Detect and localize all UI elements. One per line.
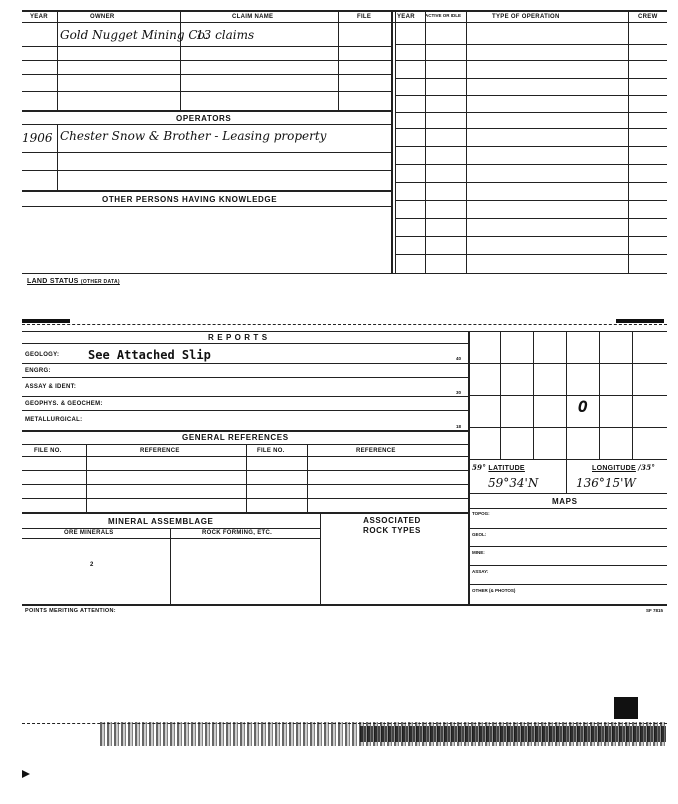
gr-header-reference-2: REFERENCE (356, 448, 396, 454)
report-num-18: 18 (456, 424, 462, 429)
ore-minerals-header: ORE MINERALS (64, 530, 114, 536)
report-metallurgical-label: METALLURGICAL: (25, 417, 83, 423)
longitude-label (592, 463, 655, 472)
operators-title: OPERATORS (176, 114, 232, 123)
report-geophys-label: GEOPHYS. & GEOCHEM: (25, 401, 103, 407)
grid-location-mark: O (578, 397, 588, 416)
operator-entry: Chester Snow & Brother - Leasing property (60, 129, 327, 143)
latitude-label (472, 463, 525, 472)
points-meriting-attention: POINTS MERITING ATTENTION: (25, 608, 116, 614)
maps-title: MAPS (552, 497, 578, 506)
report-geology-label: GEOLOGY: (25, 352, 60, 358)
latitude-value: 59°34'N (488, 476, 539, 490)
owner-entry: Gold Nugget Mining Co. (60, 28, 209, 42)
mineral-assemblage-title: MINERAL ASSEMBLAGE (108, 517, 214, 526)
land-status-label (27, 278, 120, 285)
maps-geol: GEOL: (472, 532, 487, 537)
header-owner: OWNER (90, 14, 115, 20)
form-code: SF 7815 (646, 608, 664, 613)
header-claim-name: CLAIM NAME (232, 14, 274, 20)
claims-entry: 13 claims (196, 28, 255, 42)
operator-year: 1906 (22, 131, 53, 145)
lon-suffix: /35° (638, 463, 656, 472)
maps-mine: MINE: (472, 550, 485, 555)
report-geology-value: See Attached Slip (88, 348, 211, 362)
lon-title: LONGITUDE (592, 465, 636, 472)
lat-prefix: 59° (472, 463, 487, 472)
lat-title: LATITUDE (488, 465, 525, 472)
header-active-idle: ACTIVE OR IDLE (424, 13, 461, 18)
rock-forming-header: ROCK FORMING, ETC. (202, 530, 273, 536)
smudge-band-dark (360, 726, 666, 742)
longitude-value: 136°15'W (576, 476, 636, 490)
stray-mark: 2 (90, 562, 94, 568)
black-square (614, 697, 638, 719)
associated-rock-types: ASSOCIATED ROCK TYPES (362, 516, 421, 535)
header-file: FILE (357, 14, 372, 20)
header-type-of-operation: TYPE OF OPERATION (492, 14, 560, 20)
gr-header-file-no-1: FILE NO. (34, 448, 62, 454)
land-status-text: LAND STATUS (27, 278, 79, 285)
header-year: YEAR (30, 14, 48, 20)
land-status-sub: (OTHER DATA) (80, 279, 120, 285)
maps-topog: TOPOG: (472, 511, 490, 516)
report-assay-label: ASSAY & IDENT: (25, 384, 77, 390)
report-engrg-label: ENGRG: (25, 368, 51, 374)
gr-header-reference-1: REFERENCE (140, 448, 180, 454)
reports-title: R E P O R T S (208, 333, 268, 342)
header-op-year: YEAR (397, 14, 415, 20)
header-crew: CREW (638, 14, 658, 20)
maps-assay: ASSAY: (472, 569, 489, 574)
general-references-title: GENERAL REFERENCES (182, 433, 289, 442)
arrow-mark (22, 770, 30, 778)
report-num-30: 30 (456, 390, 462, 395)
report-num-40: 40 (456, 356, 462, 361)
gr-header-file-no-2: FILE NO. (257, 448, 285, 454)
other-persons-title: OTHER PERSONS HAVING KNOWLEDGE (102, 195, 278, 204)
maps-other: OTHER (& PHOTOS) (472, 588, 516, 593)
